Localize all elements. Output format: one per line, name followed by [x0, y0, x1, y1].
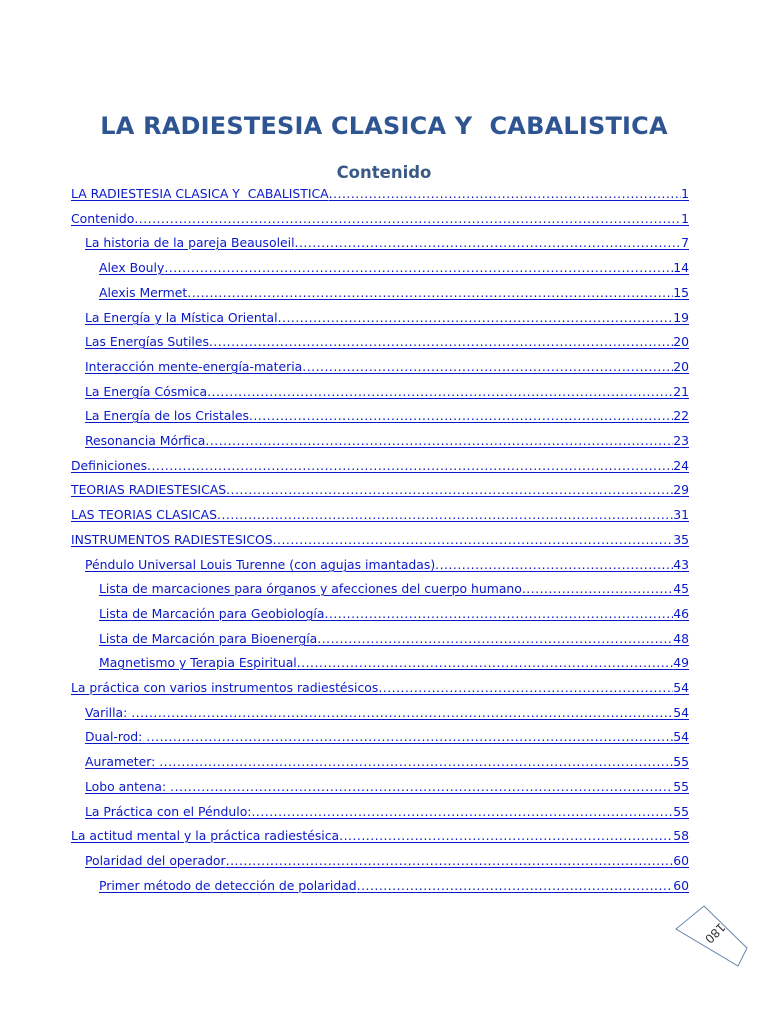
toc-entry[interactable] — [99, 579, 689, 599]
toc-entry-page: 23 — [673, 433, 689, 448]
toc-entry-page: 20 — [673, 359, 689, 374]
toc-dot-leader — [329, 184, 681, 204]
toc-entry-label: Polaridad del operador — [85, 853, 226, 868]
toc-entry[interactable] — [71, 678, 689, 698]
toc-dot-leader — [324, 604, 673, 624]
toc-entry[interactable] — [85, 777, 689, 797]
toc-entry-label: Definiciones — [71, 458, 148, 473]
toc-entry-label: Lobo antena: — [85, 779, 171, 794]
toc-dot-leader — [170, 777, 673, 797]
toc-dot-leader — [159, 752, 673, 772]
toc-entry-page: 60 — [673, 878, 689, 893]
toc-dot-leader — [217, 505, 673, 525]
toc-dot-leader — [249, 406, 673, 426]
toc-entry-page: 24 — [673, 458, 689, 473]
toc-entry-page: 60 — [673, 853, 689, 868]
toc-entry-label: TEORIAS RADIESTESICAS — [71, 482, 227, 497]
page-number: 180 — [701, 919, 729, 947]
toc-entry-label: Resonancia Mórfica — [85, 433, 206, 448]
toc-dot-leader — [226, 851, 674, 871]
toc-dot-leader — [297, 653, 673, 673]
toc-entry-label: Alex Bouly — [99, 260, 165, 275]
toc-entry-page: 54 — [673, 680, 689, 695]
toc-entry-label: LAS TEORIAS CLASICAS — [71, 507, 217, 522]
toc-entry-label: Lista de marcaciones para órganos y afecciones del cuerpo humano — [99, 581, 522, 596]
toc-entry-label: La Energía de los Cristales — [85, 408, 249, 423]
toc-dot-leader — [278, 308, 674, 328]
toc-entry-page: 20 — [673, 334, 689, 349]
toc-entry[interactable] — [85, 703, 689, 723]
toc-entry-label: La Práctica con el Péndulo: — [85, 804, 252, 819]
toc-entry-page: 21 — [673, 384, 689, 399]
toc-entry-page: 55 — [673, 754, 689, 769]
toc-entry[interactable] — [85, 332, 689, 352]
toc-entry-page: 46 — [673, 606, 689, 621]
toc-entry[interactable] — [71, 184, 689, 204]
toc-dot-leader — [378, 678, 673, 698]
toc-entry[interactable] — [85, 802, 689, 822]
toc-entry[interactable] — [85, 308, 689, 328]
toc-entry-label: Dual-rod: — [85, 729, 147, 744]
toc-entry-label: La Energía Cósmica — [85, 384, 208, 399]
toc-heading: Contenido — [336, 163, 432, 182]
toc-entry-page: 1 — [681, 186, 689, 201]
toc-entry[interactable] — [99, 604, 689, 624]
toc-entry[interactable] — [85, 555, 689, 575]
toc-entry-label: La historia de la pareja Beausoleil — [85, 235, 295, 250]
toc-entry[interactable] — [85, 406, 689, 426]
toc-entry-page: 22 — [673, 408, 689, 423]
toc-entry-label: La práctica con varios instrumentos radiestésicos — [71, 680, 379, 695]
toc-entry-page: 29 — [673, 482, 689, 497]
toc-dot-leader — [164, 258, 673, 278]
toc-entry[interactable] — [71, 480, 689, 500]
toc-dot-leader — [317, 629, 673, 649]
toc-entry-page: 58 — [673, 828, 689, 843]
toc-dot-leader — [522, 579, 673, 599]
toc-entry-page: 48 — [673, 631, 689, 646]
toc-entry-label: Primer método de detección de polaridad — [99, 878, 357, 893]
toc-entry-page: 54 — [673, 729, 689, 744]
toc-entry[interactable] — [85, 752, 689, 772]
toc-entry[interactable] — [99, 629, 689, 649]
toc-dot-leader — [147, 456, 673, 476]
toc-entry-page: 49 — [673, 655, 689, 670]
toc-entry[interactable] — [85, 431, 689, 451]
toc-entry[interactable] — [85, 233, 689, 253]
toc-entry-label: Contenido — [71, 211, 135, 226]
toc-dot-leader — [435, 555, 673, 575]
toc-entry-label: Lista de Marcación para Geobiología — [99, 606, 325, 621]
toc-entry-page: 7 — [681, 235, 689, 250]
toc-entry-page: 19 — [673, 310, 689, 325]
toc-dot-leader — [357, 876, 674, 896]
toc-entry-page: 55 — [673, 779, 689, 794]
toc-entry-page: 45 — [673, 581, 689, 596]
toc-entry[interactable] — [71, 826, 689, 846]
toc-entry[interactable] — [71, 209, 689, 229]
toc-entry-label: LA RADIESTESIA CLASICA Y CABALISTICA — [71, 186, 329, 201]
toc-entry-label: Lista de Marcación para Bioenergía — [99, 631, 318, 646]
toc-dot-leader — [209, 332, 673, 352]
toc-dot-leader — [273, 530, 674, 550]
toc-entry-label: La actitud mental y la práctica radiestésica — [71, 828, 340, 843]
toc-dot-leader — [226, 480, 673, 500]
toc-entry[interactable] — [99, 283, 689, 303]
toc-dot-leader — [134, 209, 681, 229]
toc-entry[interactable] — [71, 456, 689, 476]
toc-entry-page: 43 — [673, 557, 689, 572]
toc-entry-page: 31 — [673, 507, 689, 522]
toc-entry-label: La Energía y la Mística Oriental — [85, 310, 278, 325]
toc-entry-label: Péndulo Universal Louis Turenne (con agujas imantadas) — [85, 557, 436, 572]
toc-dot-leader — [302, 357, 673, 377]
toc-dot-leader — [207, 382, 673, 402]
toc-dot-leader — [339, 826, 673, 846]
toc-entry[interactable] — [99, 653, 689, 673]
toc-entry[interactable] — [85, 382, 689, 402]
toc-entry[interactable] — [99, 876, 689, 896]
toc-dot-leader — [205, 431, 673, 451]
toc-entry[interactable] — [85, 727, 689, 747]
toc-entry-label: Alexis Mermet — [99, 285, 188, 300]
toc-entry-label: Interacción mente-energía-materia — [85, 359, 303, 374]
toc-entry-page: 55 — [673, 804, 689, 819]
toc-entry-label: Aurameter: — [85, 754, 160, 769]
toc-dot-leader — [295, 233, 682, 253]
toc-dot-leader — [146, 727, 673, 747]
toc-entry-page: 54 — [673, 705, 689, 720]
toc-entry[interactable] — [71, 530, 689, 550]
toc-entry-label: Varilla: — [85, 705, 132, 720]
toc-entry-page: 35 — [673, 532, 689, 547]
toc-entry-page: 1 — [681, 211, 689, 226]
toc-dot-leader — [251, 802, 673, 822]
toc-entry-page: 15 — [673, 285, 689, 300]
toc-entry[interactable] — [85, 851, 689, 871]
toc-entry-label: Magnetismo y Terapia Espiritual — [99, 655, 297, 670]
page-title: LA RADIESTESIA CLASICA Y CABALISTICA — [100, 112, 668, 141]
toc-entry-page: 14 — [673, 260, 689, 275]
toc-entry[interactable] — [99, 258, 689, 278]
toc-entry-label: INSTRUMENTOS RADIESTESICOS — [71, 532, 273, 547]
toc-entry[interactable] — [71, 505, 689, 525]
toc-dot-leader — [187, 283, 673, 303]
toc-entry[interactable] — [85, 357, 689, 377]
toc-entry-label: Las Energías Sutiles — [85, 334, 209, 349]
toc-dot-leader — [131, 703, 673, 723]
